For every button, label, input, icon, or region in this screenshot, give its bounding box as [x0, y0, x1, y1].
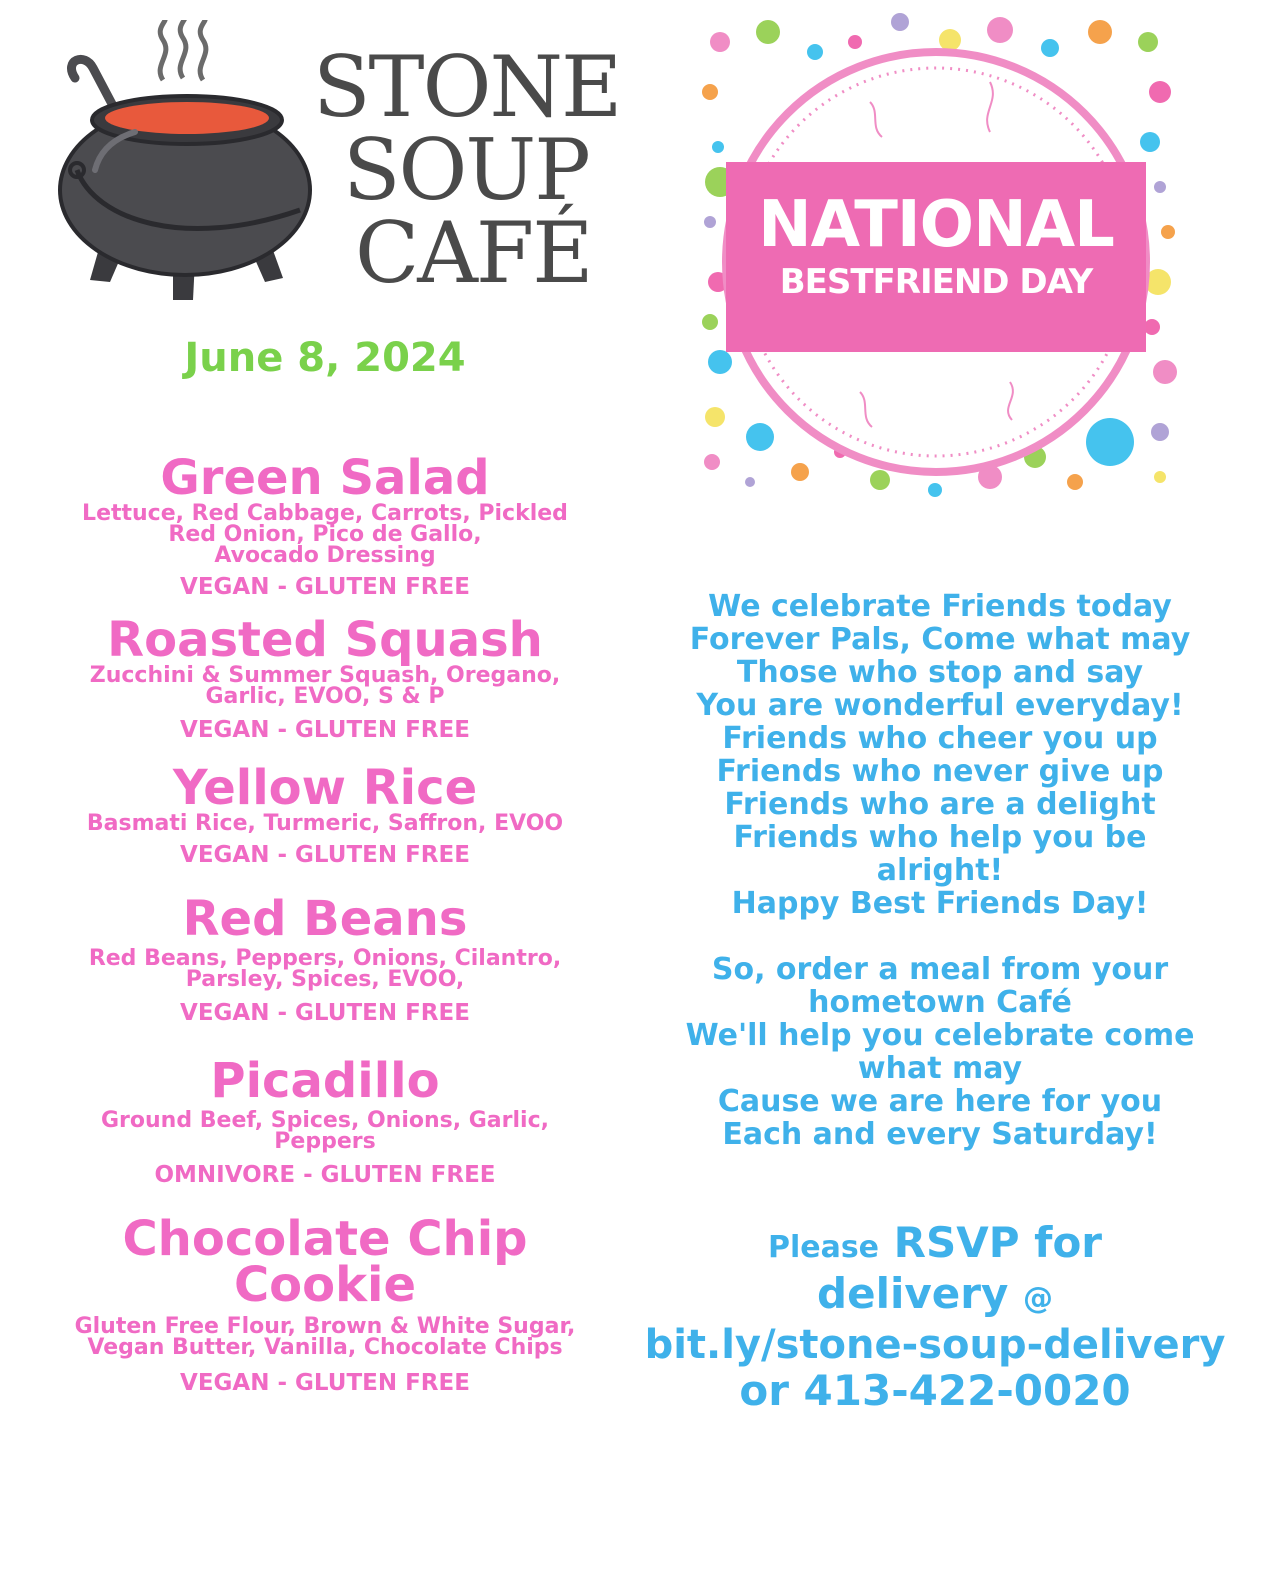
soup-pot-icon — [55, 20, 315, 310]
poem — [660, 590, 1220, 1151]
poem-line — [660, 920, 1220, 953]
rsvp-delivery: delivery — [817, 1269, 1009, 1318]
poem-line: what may — [857, 1051, 1023, 1086]
menu-item-desc: Avocado Dressing — [214, 543, 436, 568]
menu-item-title: Green Salad — [160, 450, 490, 506]
rsvp-phone[interactable]: 413-422-0020 — [803, 1366, 1131, 1415]
menu-item-title: Cookie — [233, 1257, 417, 1313]
rsvp-link[interactable]: bit.ly/stone-soup-delivery — [644, 1322, 1226, 1368]
poem-line: Cause we are here for you — [717, 1084, 1163, 1119]
menu-item-title: Chocolate Chip — [122, 1211, 528, 1267]
rsvp-for: RSVP for — [893, 1218, 1103, 1267]
menu-item-desc: Vegan Butter, Vanilla, Chocolate Chips — [87, 1335, 563, 1360]
menu-item-desc: Garlic, EVOO, S & P — [205, 684, 445, 709]
rsvp-block — [640, 1220, 1230, 1414]
national-bestfriend-day-badge — [690, 12, 1190, 502]
poem-line: We'll help you celebrate come — [685, 1018, 1195, 1053]
logo-word-soup: SOUP — [343, 121, 589, 219]
poem-line: So, order a meal from your — [711, 952, 1169, 987]
poem-line: Friends who never give up — [716, 754, 1164, 789]
menu-item — [40, 1053, 610, 1188]
menu-item-desc: Ground Beef, Spices, Onions, Garlic, — [101, 1108, 549, 1133]
menu-item-diet: VEGAN - GLUTEN FREE — [180, 1370, 470, 1396]
poem-line: alright! — [876, 853, 1004, 888]
menu-item-desc: Red Onion, Pico de Gallo, — [168, 522, 482, 547]
poem-line: Happy Best Friends Day! — [731, 886, 1149, 921]
menu-item-desc: Gluten Free Flour, Brown & White Sugar, — [74, 1314, 576, 1339]
poem-line: We celebrate Friends today — [708, 589, 1172, 624]
poem-line: Friends who are a delight — [724, 787, 1156, 822]
poem-line: You are wonderful everyday! — [696, 688, 1184, 723]
menu-item-desc: Peppers — [274, 1129, 376, 1154]
rsvp-please: Please — [767, 1230, 880, 1265]
menu-date: June 8, 2024 — [184, 335, 466, 381]
menu-item-title: Red Beans — [182, 891, 468, 947]
menu-item-diet: VEGAN - GLUTEN FREE — [180, 574, 470, 600]
menu-item-desc: Zucchini & Summer Squash, Oregano, — [89, 663, 561, 688]
poem-line: Those who stop and say — [736, 655, 1144, 690]
menu-item-title: Roasted Squash — [107, 612, 543, 668]
logo-word-cafe: CAFÉ — [355, 204, 592, 302]
poem-line: Friends who help you be — [733, 820, 1147, 855]
stone-soup-cafe-logo — [55, 20, 645, 310]
menu-item-diet: VEGAN - GLUTEN FREE — [180, 842, 470, 868]
logo-word-stone: STONE — [313, 38, 621, 136]
menu-item-diet: VEGAN - GLUTEN FREE — [180, 1000, 470, 1026]
menu-item-desc: Basmati Rice, Turmeric, Saffron, EVOO — [86, 811, 564, 836]
menu-item-diet: OMNIVORE - GLUTEN FREE — [154, 1162, 496, 1188]
poem-line: Each and every Saturday! — [722, 1117, 1158, 1152]
poem-line: Friends who cheer you up — [722, 721, 1158, 756]
menu-item — [40, 760, 610, 868]
menu-item-title: Yellow Rice — [172, 760, 478, 816]
menu-item — [40, 1211, 610, 1396]
menu-item-diet: VEGAN - GLUTEN FREE — [180, 717, 470, 743]
rsvp-at: @ — [1022, 1281, 1053, 1316]
menu-item — [40, 450, 610, 600]
menu-item — [40, 612, 610, 743]
menu-item-desc: Lettuce, Red Cabbage, Carrots, Pickled — [82, 501, 568, 526]
badge-subtitle: BESTFRIEND DAY — [779, 262, 1093, 302]
menu-item — [40, 891, 610, 1026]
rsvp-or: or — [739, 1366, 789, 1415]
menu-item-desc: Red Beans, Peppers, Onions, Cilantro, — [88, 946, 562, 971]
poem-line: hometown Café — [808, 985, 1072, 1020]
poem-line: Forever Pals, Come what may — [689, 622, 1191, 657]
badge-title: NATIONAL — [758, 188, 1114, 262]
menu-item-desc: Parsley, Spices, EVOO, — [185, 967, 465, 992]
menu-item-title: Picadillo — [210, 1053, 440, 1109]
